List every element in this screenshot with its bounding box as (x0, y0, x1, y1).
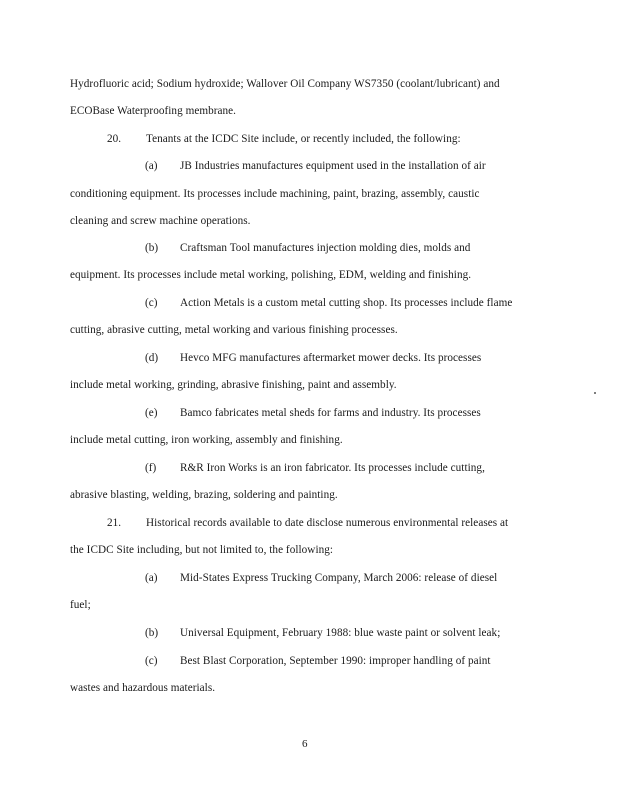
page-number: 6 (302, 738, 308, 750)
list-marker: (e) (145, 407, 158, 419)
list-item-text: include metal cutting, iron working, assembly and finishing. (70, 434, 343, 446)
list-item-text: Universal Equipment, February 1988: blue waste paint or solvent leak; (180, 627, 501, 639)
list-item-text: conditioning equipment. Its processes include machining, paint, brazing, assembly, caustic (70, 188, 480, 200)
list-marker: (c) (145, 655, 158, 667)
list-item-text: Bamco fabricates metal sheds for farms and industry. Its processes (180, 407, 481, 419)
list-item-text: equipment. Its processes include metal working, polishing, EDM, welding and finishing. (70, 269, 472, 281)
list-marker: (a) (145, 572, 158, 584)
list-item-text: Craftsman Tool manufactures injection molding dies, molds and (180, 242, 471, 254)
list-item-text: Action Metals is a custom metal cutting shop. Its processes include flame (180, 297, 513, 309)
list-item-text: Best Blast Corporation, September 1990: improper handling of paint (180, 655, 491, 667)
list-marker: (d) (145, 352, 159, 364)
list-item-text: R&R Iron Works is an iron fabricator. Its processes include cutting, (180, 462, 485, 474)
paragraph-text: the ICDC Site including, but not limited to, the following: (70, 544, 334, 556)
list-item-text: JB Industries manufactures equipment used in the installation of air (180, 160, 486, 172)
list-marker: (b) (145, 242, 159, 254)
body-line: ECOBase Waterproofing membrane. (70, 105, 237, 117)
paragraph-number: 20. (107, 133, 122, 145)
list-item-text: abrasive blasting, welding, brazing, soldering and painting. (70, 489, 338, 501)
list-marker: (b) (145, 627, 159, 639)
list-marker: (f) (145, 462, 157, 474)
paragraph-number: 21. (107, 517, 122, 529)
list-item-text: cutting, abrasive cutting, metal working and various finishing processes. (70, 324, 398, 336)
body-line: Hydrofluoric acid; Sodium hydroxide; Wallover Oil Company WS7350 (coolant/lubricant) and (70, 78, 500, 90)
scan-speck (594, 392, 596, 394)
list-marker: (a) (145, 160, 158, 172)
list-item-text: Hevco MFG manufactures aftermarket mower decks. Its processes (180, 352, 482, 364)
paragraph-text: Historical records available to date disclose numerous environmental releases at (146, 517, 509, 529)
paragraph-text: Tenants at the ICDC Site include, or recently included, the following: (146, 133, 461, 145)
list-item-text: wastes and hazardous materials. (70, 682, 216, 694)
list-item-text: fuel; (70, 599, 91, 611)
list-item-text: cleaning and screw machine operations. (70, 215, 251, 227)
list-item-text: Mid-States Express Trucking Company, March 2006: release of diesel (180, 572, 498, 584)
list-marker: (c) (145, 297, 158, 309)
list-item-text: include metal working, grinding, abrasive finishing, paint and assembly. (70, 379, 397, 391)
